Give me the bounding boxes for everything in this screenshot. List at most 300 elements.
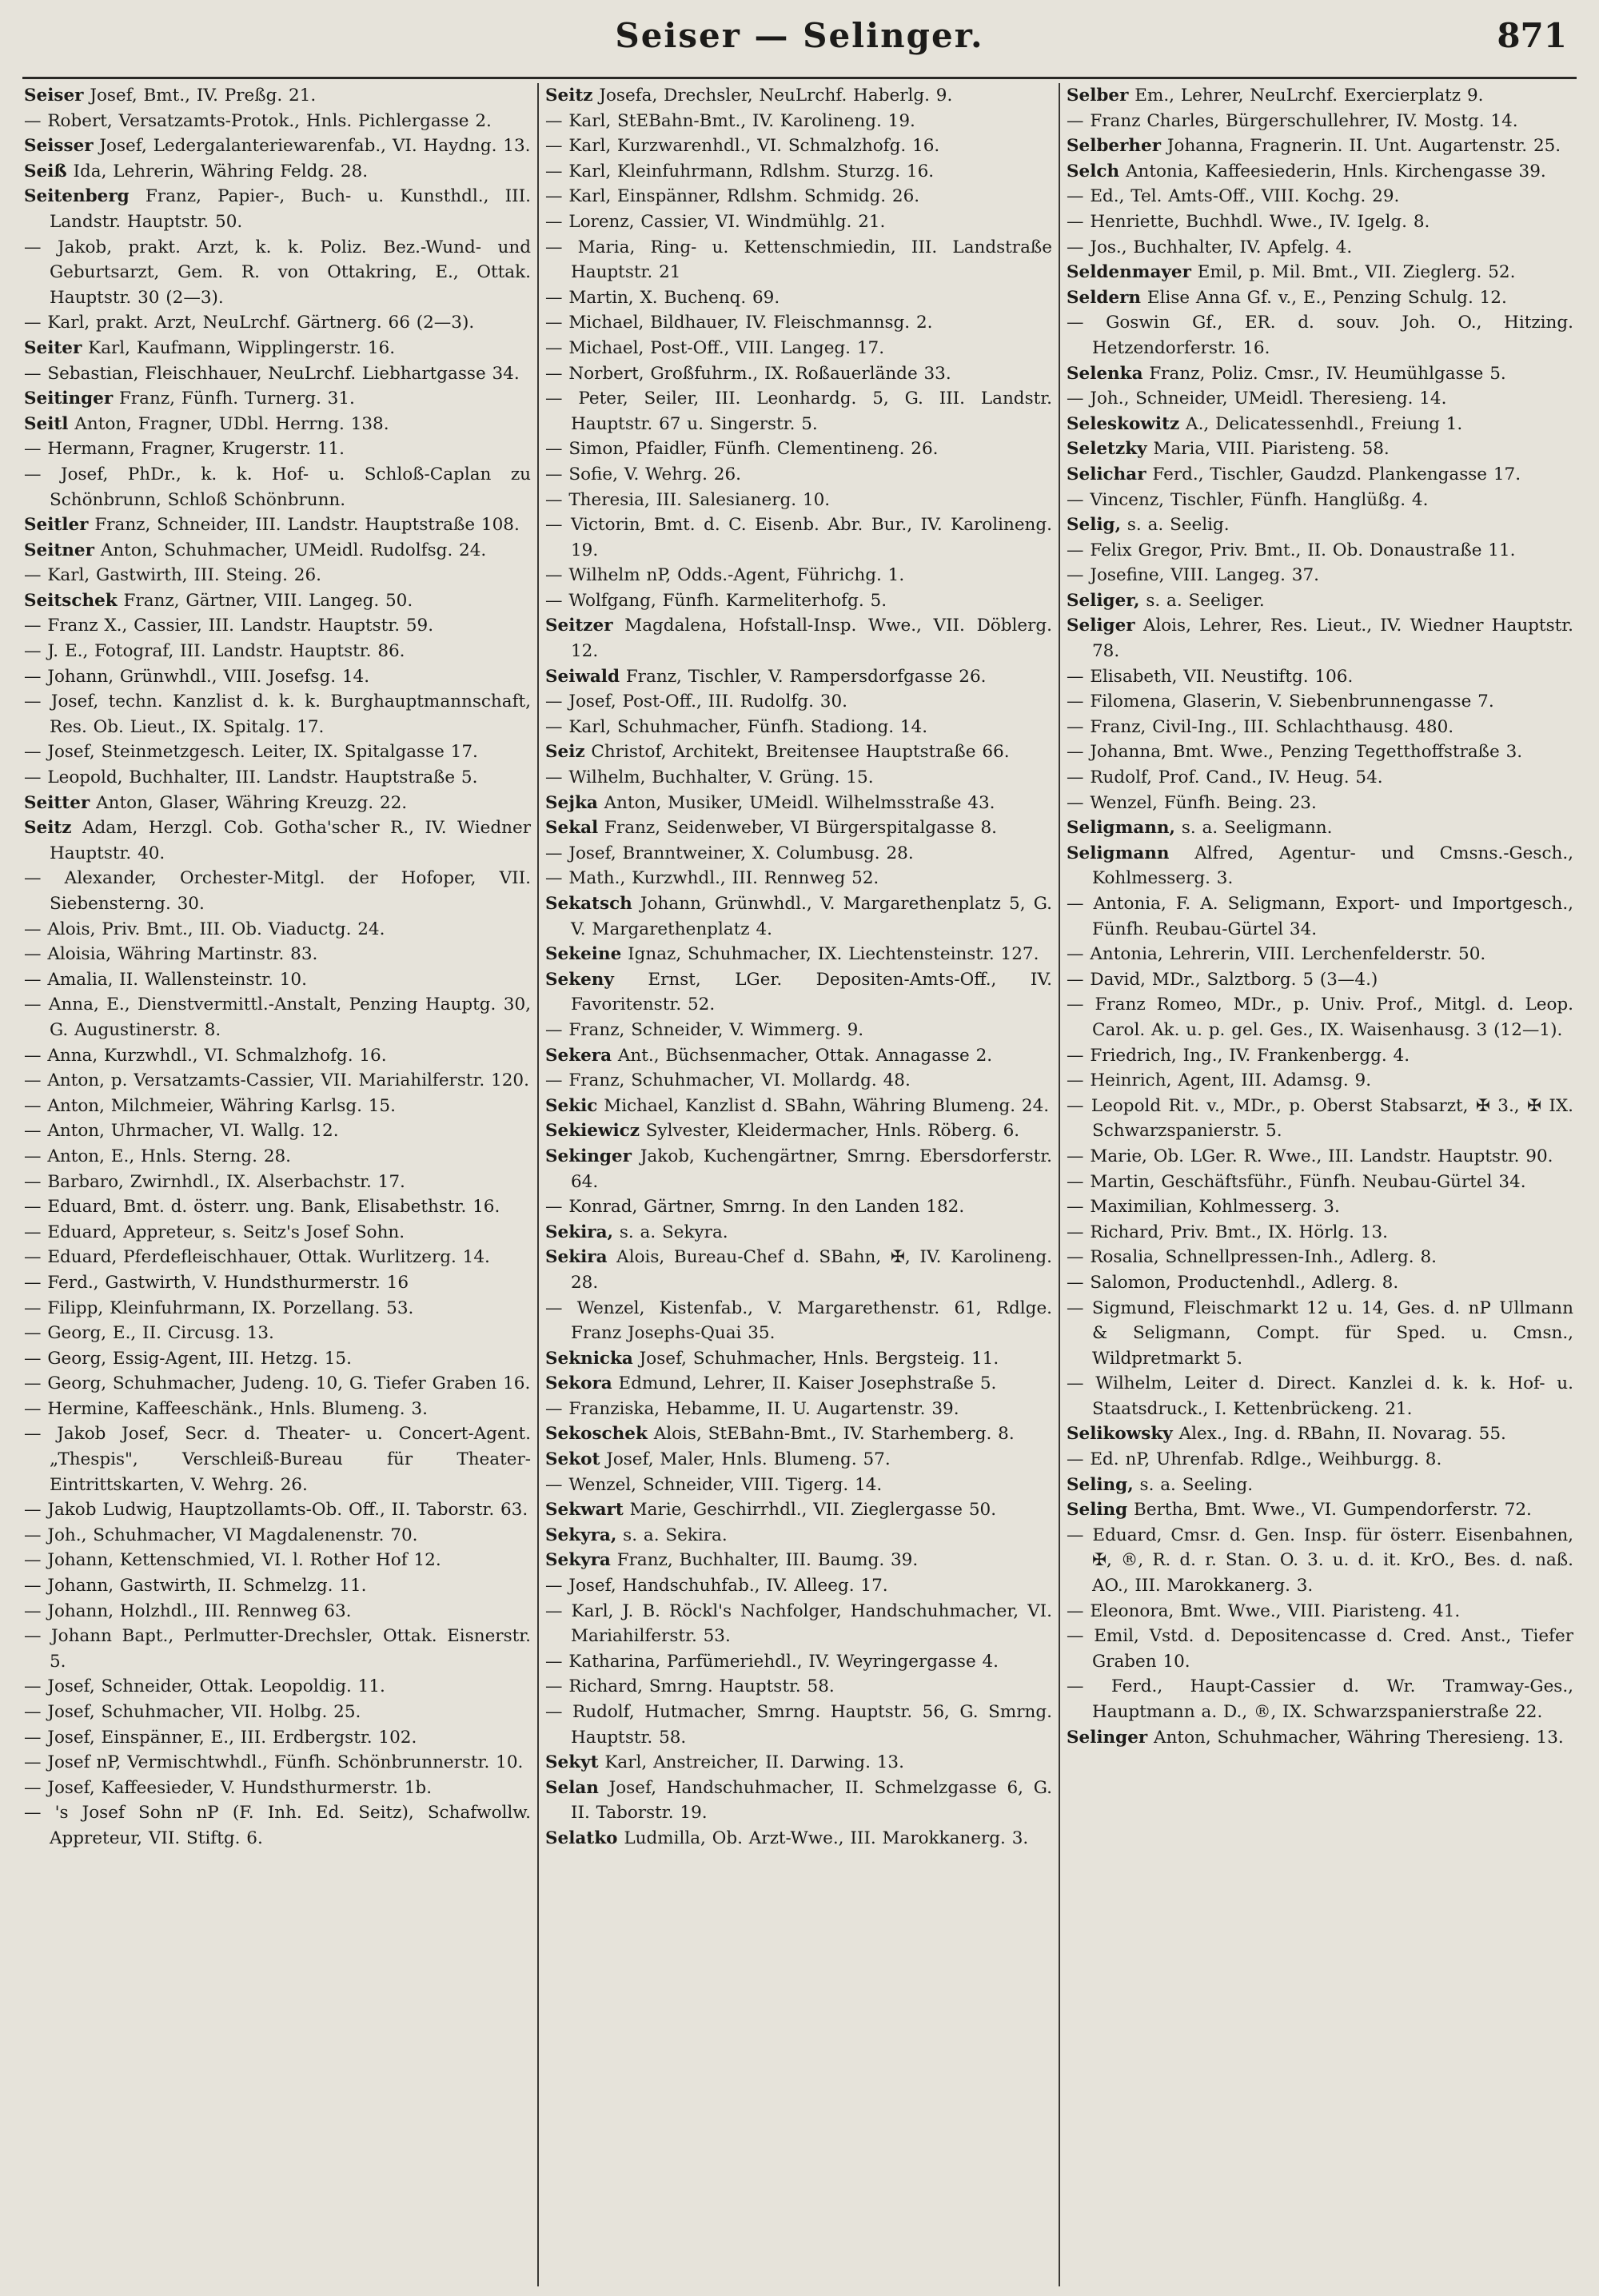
directory-entry [545, 159, 1052, 185]
directory-entry [545, 1776, 1052, 1826]
directory-entry [24, 639, 531, 664]
entry-text: Alois, StEBahn-Bmt., IV. Starhemberg. 8. [647, 1424, 1015, 1445]
entry-text: — Wilhelm, Buchhalter, V. Grüng. 15. [545, 767, 874, 788]
directory-entry [24, 1624, 531, 1674]
entry-text: — Math., Kurzwhdl., III. Rennweg 52. [545, 868, 879, 889]
directory-entry [1067, 891, 1573, 942]
directory-entry [24, 336, 531, 361]
entry-text: Magdalena, Hofstall-Insp. Wwe., VII. Döblerg. 12. [571, 616, 1052, 662]
entry-text: — Georg, Schuhmacher, Judeng. 10, G. Tiefer Graben 16. [24, 1373, 531, 1394]
entry-text: — Leopold Rit. v., MDr., p. Oberst Stabsarzt, ✠ 3., ✠ IX. Schwarzspanierstr. 5. [1067, 1095, 1573, 1142]
entry-text: — 's Josef Sohn nP (F. Inh. Ed. Seitz), Schafwollw. Appreteur, VII. Stiftg. 6. [24, 1803, 531, 1848]
directory-entry [545, 1497, 1052, 1523]
entry-surname: Seitner [24, 540, 94, 560]
entry-text: Anton, Schuhmacher, Währing Theresieng. 13. [1147, 1727, 1564, 1748]
entry-text: Josef, Bmt., IV. Preßg. 21. [83, 86, 317, 106]
directory-entry [24, 1674, 531, 1700]
entry-text: Josef, Handschuhmacher, II. Schmelzgasse 6, G. II. Taborstr. 19. [571, 1777, 1052, 1824]
entry-text: — Antonia, Lehrerin, VIII. Lerchenfelderstr. 50. [1067, 944, 1486, 965]
directory-entry [1067, 664, 1573, 690]
entry-text: — Michael, Bildhauer, IV. Fleischmannsg. 2. [545, 313, 933, 333]
entry-text: — Franz, Schuhmacher, VI. Mollardg. 48. [545, 1070, 911, 1091]
directory-entry [545, 235, 1052, 285]
entry-text: — Jakob, prakt. Arzt, k. k. Poliz. Bez.-Wund- und Geburtsarzt, Gem. R. von Ottakring, E., Ottak. Hauptstr. 30 (2—3). [24, 237, 531, 308]
entry-text: s. a. Sekira. [616, 1525, 728, 1545]
entry-text: — Richard, Smrng. Hauptstr. 58. [545, 1676, 835, 1697]
entry-text: Elise Anna Gf. v., E., Penzing Schulg. 12. [1141, 287, 1507, 308]
directory-entry [24, 436, 531, 462]
entry-text: — Maria, Ring- u. Kettenschmiedin, III. Landstraße Hauptstr. 21 [545, 237, 1052, 283]
entry-text: — Theresia, III. Salesianerg. 10. [545, 489, 831, 510]
entry-text: — Rudolf, Hutmacher, Smrng. Hauptstr. 56, G. Smrng. Hauptstr. 58. [545, 1702, 1052, 1748]
directory-entry [24, 739, 531, 765]
entry-text: — Joh., Schneider, UMeidl. Theresieng. 14. [1067, 389, 1447, 409]
directory-entry [1067, 1043, 1573, 1069]
entry-surname: Selan [545, 1777, 599, 1798]
entry-surname: Seiser [24, 86, 84, 106]
entry-text: — Rosalia, Schnellpressen-Inh., Adlerg. 8. [1067, 1247, 1437, 1268]
entry-text: — Josef, Steinmetzgesch. Leiter, IX. Spitalgasse 17. [24, 742, 478, 763]
entry-text: — Heinrich, Agent, III. Adamsg. 9. [1067, 1070, 1372, 1091]
entry-text: — Aloisia, Währing Martinstr. 83. [24, 944, 318, 965]
directory-entry [1067, 109, 1573, 134]
entry-text: — Simon, Pfaidler, Fünfh. Clementineng. 26. [545, 439, 939, 460]
entry-surname: Seitinger [24, 389, 114, 409]
directory-entry [1067, 739, 1573, 765]
directory-entry [1067, 83, 1573, 109]
entry-text: Franz, Tischler, V. Rampersdorfgasse 26. [620, 666, 987, 687]
entry-text: — Eduard, Appreteur, s. Seitz's Josef Sohn. [24, 1222, 405, 1242]
directory-entry [1067, 235, 1573, 261]
directory-entry [545, 285, 1052, 311]
entry-text: — Johann, Grünwhdl., VIII. Josefsg. 14. [24, 666, 370, 687]
directory-entry [1067, 412, 1573, 437]
directory-entry [1067, 1170, 1573, 1195]
entry-text: — Elisabeth, VII. Neustiftg. 106. [1067, 666, 1354, 687]
directory-entry [1067, 967, 1573, 993]
directory-entry [1067, 1624, 1573, 1674]
directory-columns [24, 83, 1578, 2286]
entry-text: — Josef, techn. Kanzlist d. k. k. Burghauptmannschaft, Res. Ob. Lieut., IX. Spitalg. 17. [24, 692, 531, 737]
entry-text: — Josef nP, Vermischtwhdl., Fünfh. Schönbrunnerstr. 10. [24, 1752, 524, 1773]
directory-entry [545, 765, 1052, 791]
directory-entry [545, 891, 1052, 942]
entry-text: Anton, Glaser, Währing Kreuzg. 22. [90, 792, 408, 813]
directory-entry [545, 1700, 1052, 1750]
entry-text: Alois, Lehrer, Res. Lieut., IV. Wiedner Hauptstr. 78. [1092, 616, 1573, 662]
entry-text: — Hermann, Fragner, Krugerstr. 11. [24, 439, 345, 460]
entry-surname: Seligmann [1067, 843, 1170, 863]
entry-text: — Antonia, F. A. Seligmann, Export- und Importgesch., Fünfh. Reubau-Gürtel 34. [1067, 894, 1573, 939]
entry-surname: Seisser [24, 136, 94, 157]
entry-surname: Seitz [24, 818, 72, 839]
directory-entry [1067, 1194, 1573, 1220]
entry-text: — Emil, Vstd. d. Depositencasse d. Cred. Anst., Tiefer Graben 10. [1067, 1626, 1573, 1672]
entry-text: Anton, Musiker, UMeidl. Wilhelmsstraße 43. [597, 792, 995, 813]
entry-text: Franz, Buchhalter, III. Baumg. 39. [610, 1550, 919, 1571]
page-header [0, 0, 1599, 80]
entry-text: Karl, Kaufmann, Wipplingerstr. 16. [82, 337, 396, 358]
entry-surname: Sekiewicz [545, 1121, 640, 1142]
directory-entry [24, 386, 531, 412]
entry-text: — Karl, Gastwirth, III. Steing. 26. [24, 565, 322, 586]
directory-entry [24, 512, 531, 538]
directory-entry [545, 664, 1052, 690]
directory-entry [1067, 1725, 1573, 1751]
directory-entry [545, 1118, 1052, 1144]
entry-text: — Lorenz, Cassier, VI. Windmühlg. 21. [545, 211, 886, 232]
directory-entry [1067, 1296, 1573, 1372]
entry-text: Ernst, LGer. Depositen-Amts-Off., IV. Favoritenstr. 52. [571, 969, 1052, 1015]
directory-entry [545, 942, 1052, 967]
directory-entry [1067, 184, 1573, 209]
entry-text: Anton, Fragner, UDbl. Herrng. 138. [68, 413, 389, 434]
entry-surname: Sekinger [545, 1146, 632, 1166]
entry-surname: Seleskowitz [1067, 413, 1180, 434]
directory-entry [24, 361, 531, 387]
entry-text: — Anton, Uhrmacher, VI. Wallg. 12. [24, 1121, 339, 1142]
directory-entry [1067, 1447, 1573, 1473]
entry-text: — Anna, E., Dienstvermittl.-Anstalt, Penzing Hauptg. 30, G. Augustinerstr. 8. [24, 995, 531, 1040]
entry-text: — Eduard, Bmt. d. österr. ung. Bank, Elisabethstr. 16. [24, 1197, 500, 1218]
entry-surname: Selatko [545, 1828, 618, 1848]
directory-entry [24, 1321, 531, 1346]
directory-entry [545, 1346, 1052, 1372]
entry-text: — Wilhelm, Leiter d. Direct. Kanzlei d. k. k. Hof- u. Staatsdruck., I. Kettenbrückeng. 21. [1067, 1373, 1573, 1419]
entry-text: — Wilhelm nP, Odds.-Agent, Führichg. 1. [545, 565, 905, 586]
directory-entry [24, 538, 531, 564]
directory-entry [24, 1776, 531, 1801]
entry-surname: Seiter [24, 337, 82, 358]
directory-entry [545, 336, 1052, 361]
directory-entry [545, 512, 1052, 563]
entry-surname: Sekora [545, 1373, 612, 1394]
directory-entry [1067, 260, 1573, 285]
directory-entry [545, 588, 1052, 614]
entry-text: — Eduard, Cmsr. d. Gen. Insp. für österr. Eisenbahnen, ✠, ®, R. d. r. Stan. O. 3. u. d. it. KrO., Bes. d. naß. AO., III. Marokkanerg. 3. [1067, 1525, 1573, 1596]
entry-text: — Wolfgang, Fünfh. Karmeliterhofg. 5. [545, 590, 887, 611]
directory-entry [24, 613, 531, 639]
entry-surname: Selberher [1067, 136, 1162, 157]
entry-text: Josef, Ledergalanteriewarenfab., VI. Haydng. 13. [93, 136, 531, 157]
directory-entry [545, 1826, 1052, 1852]
entry-surname: Sekera [545, 1045, 612, 1066]
directory-entry [1067, 765, 1573, 791]
directory-entry [1067, 462, 1573, 488]
entry-text: Marie, Geschirrhdl., VII. Zieglergasse 50. [623, 1500, 997, 1521]
entry-text: — Eduard, Pferdefleischhauer, Ottak. Wurlitzerg. 14. [24, 1247, 490, 1268]
entry-surname: Seiz [545, 742, 585, 763]
entry-surname: Seldenmayer [1067, 262, 1191, 283]
entry-text: — Robert, Versatzamts-Protok., Hnls. Pichlergasse 2. [24, 110, 492, 131]
entry-text: Adam, Herzgl. Cob. Gotha'scher R., IV. Wiedner Hauptstr. 40. [50, 818, 531, 863]
entry-text: — Filomena, Glaserin, V. Siebenbrunnengasse 7. [1067, 692, 1494, 712]
entry-text: — Alexander, Orchester-Mitgl. der Hofoper, VII. Siebensterng. 30. [24, 868, 531, 914]
entry-surname: Sekwart [545, 1500, 624, 1521]
entry-surname: Seling, [1067, 1474, 1134, 1495]
entry-text: — Franz, Schneider, V. Wimmerg. 9. [545, 1019, 864, 1040]
directory-entry [545, 1220, 1052, 1246]
entry-text: — Anton, Milchmeier, Währing Karlsg. 15. [24, 1095, 396, 1116]
directory-entry [545, 1447, 1052, 1473]
directory-entry [1067, 1599, 1573, 1624]
directory-entry [24, 563, 531, 588]
entry-text: — Alois, Priv. Bmt., III. Ob. Viaductg. 24. [24, 919, 385, 939]
header-rule [22, 77, 1577, 79]
column-right [1067, 83, 1573, 2286]
entry-text: Ida, Lehrerin, Währing Feldg. 28. [66, 161, 369, 181]
directory-entry [24, 1170, 531, 1195]
directory-entry [1067, 512, 1573, 538]
directory-entry [1067, 209, 1573, 235]
directory-entry [1067, 436, 1573, 462]
entry-text: — Eleonora, Bmt. Wwe., VIII. Piaristeng. 41. [1067, 1600, 1461, 1621]
entry-text: s. a. Seelig. [1121, 515, 1230, 536]
entry-surname: Seitzer [545, 616, 613, 636]
directory-entry [24, 1548, 531, 1573]
directory-entry [24, 1094, 531, 1119]
directory-entry [1067, 992, 1573, 1042]
directory-entry [1067, 1421, 1573, 1447]
entry-text: — Victorin, Bmt. d. C. Eisenb. Abr. Bur., IV. Karolineng. 19. [545, 515, 1052, 560]
directory-entry [1067, 815, 1573, 841]
page-number: 871 [1497, 16, 1567, 55]
entry-text: — Ferd., Gastwirth, V. Hundsthurmerstr. 16 [24, 1272, 409, 1293]
entry-text: — Norbert, Großfuhrm., IX. Roßauerlände 33. [545, 363, 951, 384]
entry-text: — Katharina, Parfümeriehdl., IV. Weyringergasse 4. [545, 1651, 999, 1672]
directory-entry [545, 1371, 1052, 1397]
column-left [24, 83, 531, 2286]
directory-entry [545, 134, 1052, 159]
entry-text: — Karl, Kurzwarenhdl., VI. Schmalzhofg. 16. [545, 136, 940, 157]
directory-entry [24, 1700, 531, 1725]
entry-surname: Seitz [545, 86, 593, 106]
directory-entry [545, 109, 1052, 134]
entry-surname: Sekot [545, 1449, 600, 1470]
directory-entry [24, 1144, 531, 1170]
entry-surname: Sekyra [545, 1550, 611, 1571]
entry-surname: Sekic [545, 1095, 598, 1116]
entry-surname: Seligmann, [1067, 818, 1176, 839]
directory-entry [545, 1523, 1052, 1549]
entry-text: — Jakob Josef, Secr. d. Theater- u. Concert-Agent. „Thespis", Verschleiß-Bureau für Theater-Eintrittskarten, V. Wehrg. 26. [24, 1424, 531, 1495]
entry-text: — Karl, StEBahn-Bmt., IV. Karolineng. 19. [545, 110, 915, 131]
entry-text: — Martin, X. Buchenq. 69. [545, 287, 780, 308]
directory-entry [1067, 1497, 1573, 1523]
entry-surname: Sekyt [545, 1752, 599, 1773]
entry-text: — Franz X., Cassier, III. Landstr. Hauptstr. 59. [24, 616, 434, 636]
entry-text: — Franziska, Hebamme, II. U. Augartenstr. 39. [545, 1398, 959, 1419]
directory-entry [24, 109, 531, 134]
entry-text: s. a. Seeling. [1133, 1474, 1254, 1495]
entry-text: A., Delicatessenhdl., Freiung 1. [1179, 413, 1463, 434]
directory-entry [545, 1043, 1052, 1069]
entry-text: — Karl, prakt. Arzt, NeuLrchf. Gärtnerg. 66 (2—3). [24, 313, 475, 333]
entry-surname: Selig, [1067, 515, 1122, 536]
directory-entry [1067, 841, 1573, 891]
entry-text: — Joh., Schuhmacher, VI Magdalenenstr. 70. [24, 1525, 418, 1545]
directory-entry [545, 209, 1052, 235]
entry-text: — Johann, Kettenschmied, VI. l. Rother Hof 12. [24, 1550, 441, 1571]
directory-entry [545, 1296, 1052, 1346]
entry-text: Ludmilla, Ob. Arzt-Wwe., III. Marokkanerg. 3. [617, 1828, 1029, 1848]
entry-text: — Josef, Handschuhfab., IV. Alleeg. 17. [545, 1576, 888, 1596]
entry-text: — Rudolf, Prof. Cand., IV. Heug. 54. [1067, 767, 1383, 788]
entry-text: — Karl, Schuhmacher, Fünfh. Stadiong. 14. [545, 716, 928, 737]
directory-entry [545, 310, 1052, 336]
directory-entry [1067, 1270, 1573, 1296]
entry-text: Franz, Poliz. Cmsr., IV. Heumühlgasse 5. [1142, 363, 1506, 384]
entry-text: Johann, Grünwhdl., V. Margarethenplatz 5, G. V. Margarethenplatz 4. [571, 894, 1052, 939]
entry-text: — Johann, Gastwirth, II. Schmelzg. 11. [24, 1576, 367, 1596]
entry-text: Franz, Schneider, III. Landstr. Hauptstraße 108. [88, 515, 520, 536]
directory-entry [24, 866, 531, 916]
directory-entry [24, 791, 531, 816]
directory-entry [24, 1800, 531, 1851]
entry-text: — Karl, Kleinfuhrmann, Rdlshm. Sturzg. 16. [545, 161, 935, 181]
entry-surname: Selichar [1067, 464, 1146, 484]
entry-surname: Seiß [24, 161, 67, 181]
entry-text: Anton, Schuhmacher, UMeidl. Rudolfsg. 24. [94, 540, 487, 560]
entry-surname: Seitl [24, 413, 69, 434]
entry-text: — Jos., Buchhalter, IV. Apfelg. 4. [1067, 237, 1353, 257]
entry-text: — Georg, Essig-Agent, III. Hetzg. 15. [24, 1348, 352, 1369]
entry-surname: Seiwald [545, 666, 620, 687]
entry-text: Josef, Schuhmacher, Hnls. Bergsteig. 11. [632, 1348, 999, 1369]
directory-entry [545, 715, 1052, 740]
column-divider [1059, 83, 1060, 2286]
entry-text: Antonia, Kaffeesiederin, Hnls. Kirchengasse 39. [1119, 161, 1546, 181]
directory-entry [24, 1245, 531, 1270]
directory-entry [1067, 1220, 1573, 1246]
directory-entry [1067, 488, 1573, 513]
directory-entry [24, 1523, 531, 1549]
directory-entry [545, 815, 1052, 841]
directory-entry [24, 1371, 531, 1397]
entry-text: Josefa, Drechsler, NeuLrchf. Haberlg. 9. [592, 86, 953, 106]
entry-text: — Felix Gregor, Priv. Bmt., II. Ob. Donaustraße 11. [1067, 540, 1516, 560]
entry-surname: Sekeny [545, 969, 614, 990]
entry-text: — Josef, Kaffeesieder, V. Hundsthurmerstr. 1b. [24, 1777, 433, 1798]
entry-text: Jakob, Kuchengärtner, Smrng. Ebersdorferstr. 64. [571, 1146, 1052, 1192]
entry-text: — Goswin Gf., ER. d. souv. Joh. O., Hitzing. Hetzendorferstr. 16. [1067, 313, 1573, 358]
column-divider [537, 83, 539, 2286]
directory-entry [1067, 159, 1573, 185]
entry-text: — Friedrich, Ing., IV. Frankenbergg. 4. [1067, 1045, 1410, 1066]
entry-text: Sylvester, Kleidermacher, Hnls. Röberg. 6. [639, 1121, 1020, 1142]
directory-entry [24, 184, 531, 234]
entry-surname: Selikowsky [1067, 1424, 1173, 1445]
directory-entry [24, 815, 531, 866]
directory-entry [1067, 1245, 1573, 1270]
directory-entry [24, 664, 531, 690]
entry-text: — David, MDr., Salztborg. 5 (3—4.) [1067, 969, 1378, 990]
entry-surname: Sekal [545, 818, 599, 839]
entry-text: Ferd., Tischler, Gaudzd. Plankengasse 17. [1146, 464, 1521, 484]
directory-entry [545, 739, 1052, 765]
entry-text: — Hermine, Kaffeeschänk., Hnls. Blumeng. 3. [24, 1398, 428, 1419]
entry-text: — Josef, Branntweiner, X. Columbusg. 28. [545, 843, 914, 863]
entry-text: — Franz Charles, Bürgerschullehrer, IV. Mostg. 14. [1067, 110, 1518, 131]
directory-entry [24, 134, 531, 159]
entry-text: — Maximilian, Kohlmesserg. 3. [1067, 1197, 1340, 1218]
directory-entry [545, 1421, 1052, 1447]
entry-surname: Sekyra, [545, 1525, 617, 1545]
entry-surname: Selinger [1067, 1727, 1148, 1748]
entry-surname: Selber [1067, 86, 1129, 106]
directory-entry [545, 184, 1052, 209]
entry-text: — Sigmund, Fleischmarkt 12 u. 14, Ges. d. nP Ullmann & Seligmann, Compt. für Sped. u. Cmsn., Wildpretmarkt 5. [1067, 1297, 1573, 1369]
entry-text: Ignaz, Schuhmacher, IX. Liechtensteinstr. 127. [621, 944, 1039, 965]
directory-entry [24, 1599, 531, 1624]
entry-text: — Leopold, Buchhalter, III. Landstr. Hauptstraße 5. [24, 767, 478, 788]
directory-entry [1067, 1674, 1573, 1724]
directory-entry [24, 967, 531, 993]
directory-entry [545, 436, 1052, 462]
entry-text: Alois, Bureau-Chef d. SBahn, ✠, IV. Karolineng. 28. [571, 1247, 1052, 1293]
entry-text: Josef, Maler, Hnls. Blumeng. 57. [600, 1449, 891, 1470]
entry-text: — Wenzel, Fünfh. Being. 23. [1067, 792, 1317, 813]
entry-text: — Henriette, Buchhdl. Wwe., IV. Igelg. 8. [1067, 211, 1430, 232]
entry-text: Em., Lehrer, NeuLrchf. Exercierplatz 9. [1128, 86, 1484, 106]
entry-text: — Martin, Geschäftsführ., Fünfh. Neubau-Gürtel 34. [1067, 1171, 1526, 1192]
directory-entry [545, 866, 1052, 891]
entry-surname: Sekira, [545, 1222, 614, 1242]
directory-entry [24, 1573, 531, 1599]
directory-entry [24, 1397, 531, 1422]
directory-entry [24, 588, 531, 614]
entry-surname: Sekatsch [545, 894, 632, 914]
entry-text: — Richard, Priv. Bmt., IX. Hörlg. 13. [1067, 1222, 1388, 1242]
directory-entry [545, 1599, 1052, 1649]
directory-entry [24, 1725, 531, 1751]
directory-entry [1067, 1473, 1573, 1498]
entry-text: — Filipp, Kleinfuhrmann, IX. Porzellang. 53. [24, 1297, 414, 1318]
entry-text: Franz, Papier-, Buch- u. Kunsthdl., III. Landstr. Hauptstr. 50. [50, 186, 531, 232]
entry-text: Bertha, Bmt. Wwe., VI. Gumpendorferstr. 72. [1127, 1500, 1532, 1521]
directory-entry [545, 689, 1052, 715]
directory-entry [545, 1194, 1052, 1220]
directory-entry [24, 689, 531, 739]
directory-entry [24, 1043, 531, 1069]
entry-text: — Josef, Einspänner, E., III. Erdbergstr. 102. [24, 1727, 417, 1748]
entry-text: — Josefine, VIII. Langeg. 37. [1067, 565, 1319, 586]
entry-text: — Karl, Einspänner, Rdlshm. Schmidg. 26. [545, 186, 920, 207]
entry-text: Franz, Fünfh. Turnerg. 31. [113, 389, 355, 409]
entry-text: Emil, p. Mil. Bmt., VII. Zieglerg. 52. [1190, 262, 1516, 283]
directory-entry [1067, 715, 1573, 740]
entry-surname: Seknicka [545, 1348, 633, 1369]
column-middle [545, 83, 1052, 2286]
directory-entry [24, 235, 531, 311]
directory-entry [1067, 285, 1573, 311]
entry-text: Maria, VIII. Piaristeng. 58. [1146, 439, 1390, 460]
entry-text: s. a. Seeligmann. [1175, 818, 1333, 839]
directory-entry [545, 1649, 1052, 1675]
entry-text: — Johann, Holzhdl., III. Rennweg 63. [24, 1600, 352, 1621]
entry-text: Johanna, Fragnerin. II. Unt. Augartenstr. 25. [1161, 136, 1561, 157]
entry-text: Ant., Büchsenmacher, Ottak. Annagasse 2. [612, 1045, 993, 1066]
entry-text: — Jakob Ludwig, Hauptzollamts-Ob. Off., II. Taborstr. 63. [24, 1500, 528, 1521]
entry-text: — Anton, p. Versatzamts-Cassier, VII. Mariahilferstr. 120. [24, 1070, 529, 1091]
entry-text: — Franz, Civil-Ing., III. Schlachthausg. 480. [1067, 716, 1454, 737]
directory-entry [24, 992, 531, 1042]
directory-entry [24, 1194, 531, 1220]
directory-entry [24, 1750, 531, 1776]
entry-surname: Seldern [1067, 287, 1142, 308]
entry-text: — Amalia, II. Wallensteinstr. 10. [24, 969, 307, 990]
entry-text: — Franz Romeo, MDr., p. Univ. Prof., Mitgl. d. Leop. Carol. Ak. u. p. gel. Ges., IX. Waisenhausg. 3 (12—1). [1067, 995, 1573, 1040]
